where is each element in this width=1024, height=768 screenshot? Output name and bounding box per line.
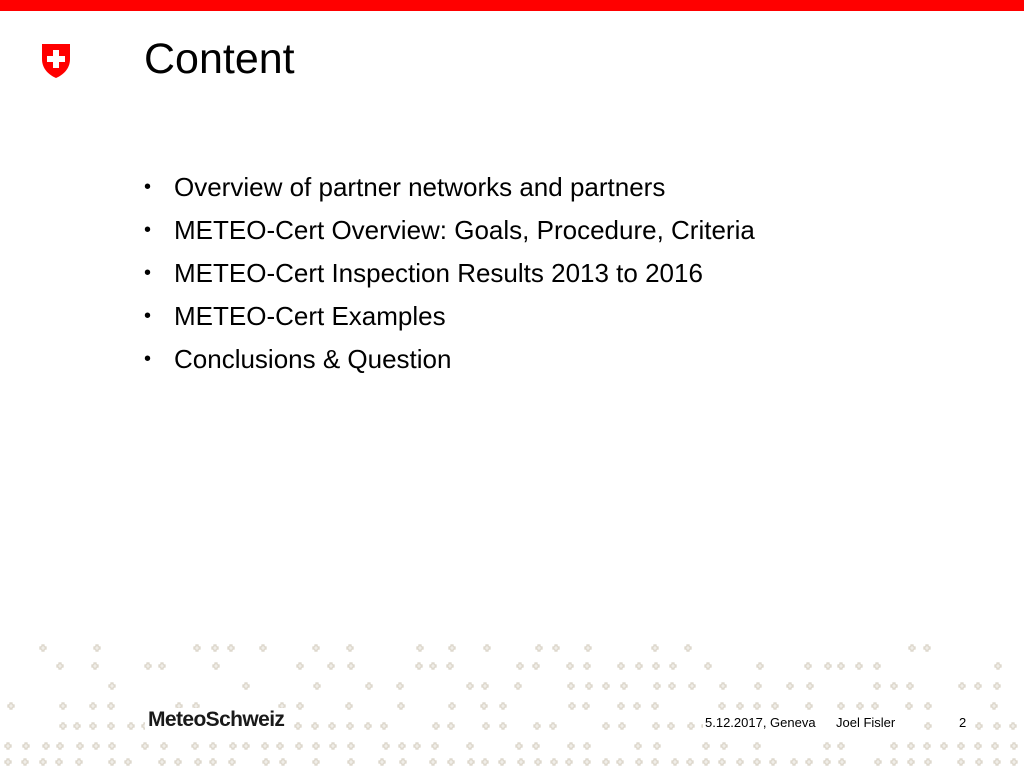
pattern-cross	[824, 743, 830, 749]
pattern-cross	[617, 759, 623, 765]
top-accent-bar	[0, 0, 1024, 11]
pattern-cross	[500, 703, 506, 709]
footer-date: 5.12.2017, Geneva	[705, 715, 816, 730]
pattern-cross	[586, 683, 592, 689]
pattern-cross	[448, 723, 454, 729]
pattern-cross	[874, 683, 880, 689]
pattern-cross	[791, 759, 797, 765]
pattern-cross	[672, 759, 678, 765]
pattern-cross	[737, 759, 743, 765]
pattern-cross	[909, 645, 915, 651]
pattern-cross	[618, 663, 624, 669]
pattern-cross	[958, 759, 964, 765]
pattern-cross	[90, 723, 96, 729]
bullet-list	[144, 166, 755, 381]
pattern-cross	[891, 759, 897, 765]
bullet-icon: •	[144, 305, 152, 327]
pattern-cross	[721, 743, 727, 749]
pattern-cross	[737, 703, 743, 709]
pattern-cross	[551, 759, 557, 765]
pattern-cross	[518, 759, 524, 765]
pattern-cross	[348, 743, 354, 749]
pattern-cross	[994, 723, 1000, 729]
cross-pattern-decoration	[0, 630, 1024, 768]
pattern-cross	[585, 645, 591, 651]
pattern-cross	[399, 743, 405, 749]
pattern-cross	[430, 759, 436, 765]
pattern-cross	[770, 759, 776, 765]
bullet-item	[144, 295, 755, 338]
pattern-cross	[1011, 743, 1017, 749]
pattern-cross	[109, 743, 115, 749]
pattern-cross	[77, 743, 83, 749]
pattern-cross	[874, 663, 880, 669]
pattern-cross	[297, 703, 303, 709]
pattern-cross	[379, 759, 385, 765]
bullet-text: METEO-Cert Examples	[174, 301, 446, 331]
pattern-cross	[159, 759, 165, 765]
pattern-cross	[975, 743, 981, 749]
pattern-cross	[313, 759, 319, 765]
pattern-cross	[925, 759, 931, 765]
pattern-cross	[925, 723, 931, 729]
pattern-cross	[365, 723, 371, 729]
pattern-cross	[142, 743, 148, 749]
pattern-cross	[991, 703, 997, 709]
pattern-cross	[313, 645, 319, 651]
pattern-cross	[296, 743, 302, 749]
pattern-cross	[243, 743, 249, 749]
pattern-cross	[314, 683, 320, 689]
pattern-cross	[705, 663, 711, 669]
pattern-cross	[416, 663, 422, 669]
pattern-cross	[8, 703, 14, 709]
pattern-cross	[348, 663, 354, 669]
pattern-cross	[330, 743, 336, 749]
pattern-cross	[484, 645, 490, 651]
slide-title: Content	[144, 35, 295, 83]
pattern-cross	[685, 645, 691, 651]
pattern-cross	[57, 663, 63, 669]
pattern-cross	[108, 703, 114, 709]
pattern-cross	[500, 723, 506, 729]
pattern-cross	[668, 723, 674, 729]
pattern-cross	[619, 723, 625, 729]
pattern-cross	[703, 759, 709, 765]
pattern-cross	[417, 645, 423, 651]
pattern-cross	[653, 663, 659, 669]
pattern-cross	[636, 663, 642, 669]
pattern-cross	[976, 759, 982, 765]
pattern-cross	[230, 743, 236, 749]
pattern-cross	[398, 703, 404, 709]
pattern-cross	[975, 683, 981, 689]
pattern-cross	[5, 743, 11, 749]
pattern-cross	[621, 683, 627, 689]
pattern-cross	[260, 645, 266, 651]
pattern-cross	[213, 663, 219, 669]
pattern-cross	[992, 743, 998, 749]
bullet-text: Overview of partner networks and partners	[174, 172, 666, 202]
pattern-cross	[194, 645, 200, 651]
page-number: 2	[959, 715, 967, 730]
pattern-cross	[754, 759, 760, 765]
pattern-cross	[468, 759, 474, 765]
pattern-cross	[90, 703, 96, 709]
pattern-cross	[566, 759, 572, 765]
pattern-cross	[312, 723, 318, 729]
pattern-cross	[553, 645, 559, 651]
pattern-cross	[93, 743, 99, 749]
pattern-cross	[720, 683, 726, 689]
pattern-cross	[108, 723, 114, 729]
pattern-cross	[907, 683, 913, 689]
pattern-cross	[825, 663, 831, 669]
pattern-cross	[76, 759, 82, 765]
pattern-cross	[280, 759, 286, 765]
pattern-cross	[263, 759, 269, 765]
pattern-cross	[517, 663, 523, 669]
pattern-cross	[516, 743, 522, 749]
pattern-cross	[328, 663, 334, 669]
pattern-cross	[447, 663, 453, 669]
pattern-cross	[262, 743, 268, 749]
pattern-cross	[5, 759, 11, 765]
pattern-cross	[348, 759, 354, 765]
pattern-cross	[481, 703, 487, 709]
pattern-cross	[754, 703, 760, 709]
pattern-cross	[669, 683, 675, 689]
pattern-cross	[689, 683, 695, 689]
swiss-cross-shield-icon	[40, 42, 72, 80]
pattern-cross	[347, 723, 353, 729]
pattern-cross	[635, 743, 641, 749]
pattern-cross	[482, 759, 488, 765]
pattern-cross	[924, 645, 930, 651]
pattern-cross	[807, 683, 813, 689]
pattern-cross	[482, 683, 488, 689]
pattern-cross	[959, 683, 965, 689]
pattern-cross	[872, 703, 878, 709]
pattern-cross	[40, 645, 46, 651]
bullet-icon: •	[144, 262, 152, 284]
pattern-cross	[125, 759, 131, 765]
pattern-cross	[195, 759, 201, 765]
pattern-cross	[719, 703, 725, 709]
pattern-cross	[806, 759, 812, 765]
pattern-cross	[297, 663, 303, 669]
pattern-cross	[857, 703, 863, 709]
pattern-cross	[603, 759, 609, 765]
pattern-cross	[295, 723, 301, 729]
pattern-cross	[994, 759, 1000, 765]
pattern-cross	[925, 703, 931, 709]
bullet-item	[144, 252, 755, 295]
pattern-cross	[688, 723, 694, 729]
pattern-cross	[94, 645, 100, 651]
pattern-cross	[856, 663, 862, 669]
pattern-cross	[60, 723, 66, 729]
bullet-item	[144, 338, 755, 381]
pattern-cross	[313, 743, 319, 749]
pattern-cross	[1010, 723, 1016, 729]
pattern-cross	[976, 723, 982, 729]
pattern-cross	[995, 663, 1001, 669]
pattern-cross	[805, 663, 811, 669]
pattern-cross	[636, 759, 642, 765]
pattern-cross	[806, 703, 812, 709]
pattern-cross	[754, 743, 760, 749]
pattern-cross	[654, 743, 660, 749]
pattern-cross	[875, 759, 881, 765]
pattern-cross	[603, 683, 609, 689]
pattern-cross	[56, 759, 62, 765]
pattern-cross	[908, 743, 914, 749]
bullet-text: METEO-Cert Overview: Goals, Procedure, Criteria	[174, 215, 755, 245]
brand-logo-text: MeteoSchweiz	[145, 708, 287, 732]
pattern-cross	[212, 645, 218, 651]
pattern-cross	[432, 743, 438, 749]
pattern-cross	[838, 663, 844, 669]
pattern-cross	[40, 759, 46, 765]
pattern-cross	[838, 703, 844, 709]
pattern-cross	[568, 683, 574, 689]
pattern-cross	[584, 759, 590, 765]
pattern-cross	[535, 759, 541, 765]
bullet-item	[144, 166, 755, 209]
pattern-cross	[583, 703, 589, 709]
pattern-cross	[277, 743, 283, 749]
pattern-cross	[57, 743, 63, 749]
pattern-cross	[161, 743, 167, 749]
pattern-cross	[366, 683, 372, 689]
pattern-cross	[569, 703, 575, 709]
pattern-cross	[906, 703, 912, 709]
pattern-cross	[550, 723, 556, 729]
pattern-cross	[228, 645, 234, 651]
pattern-cross	[329, 723, 335, 729]
pattern-cross	[584, 743, 590, 749]
pattern-cross	[536, 645, 542, 651]
pattern-cross	[433, 723, 439, 729]
pattern-cross	[603, 723, 609, 729]
pattern-cross	[652, 759, 658, 765]
pattern-cross	[584, 663, 590, 669]
pattern-cross	[652, 703, 658, 709]
pattern-cross	[229, 759, 235, 765]
pattern-cross	[719, 759, 725, 765]
pattern-cross	[347, 645, 353, 651]
bullet-icon: •	[144, 176, 152, 198]
pattern-cross	[467, 683, 473, 689]
pattern-cross	[653, 723, 659, 729]
pattern-cross	[654, 683, 660, 689]
pattern-cross	[908, 759, 914, 765]
footer-author: Joel Fisler	[836, 715, 896, 730]
pattern-cross	[210, 759, 216, 765]
pattern-cross	[145, 663, 151, 669]
pattern-cross	[618, 703, 624, 709]
pattern-cross	[60, 703, 66, 709]
pattern-cross	[23, 743, 29, 749]
pattern-cross	[192, 743, 198, 749]
pattern-cross	[533, 743, 539, 749]
bullet-text: METEO-Cert Inspection Results 2013 to 2016	[174, 258, 703, 288]
pattern-cross	[243, 683, 249, 689]
pattern-cross	[772, 703, 778, 709]
pattern-cross	[824, 759, 830, 765]
pattern-cross	[74, 723, 80, 729]
pattern-cross	[92, 663, 98, 669]
pattern-cross	[757, 663, 763, 669]
pattern-cross	[346, 703, 352, 709]
pattern-cross	[109, 759, 115, 765]
pattern-cross	[838, 743, 844, 749]
pattern-cross	[567, 663, 573, 669]
pattern-cross	[448, 759, 454, 765]
bullet-text: Conclusions & Question	[174, 344, 452, 374]
pattern-cross	[839, 759, 845, 765]
pattern-cross	[634, 703, 640, 709]
pattern-cross	[534, 723, 540, 729]
pattern-cross	[400, 759, 406, 765]
bullet-icon: •	[144, 348, 152, 370]
pattern-cross	[670, 663, 676, 669]
pattern-cross	[994, 683, 1000, 689]
pattern-cross	[414, 743, 420, 749]
pattern-cross	[381, 723, 387, 729]
pattern-cross	[1011, 759, 1017, 765]
pattern-cross	[383, 743, 389, 749]
pattern-cross	[483, 723, 489, 729]
pattern-cross	[499, 759, 505, 765]
pattern-cross	[891, 743, 897, 749]
pattern-cross	[703, 743, 709, 749]
pattern-cross	[891, 683, 897, 689]
pattern-cross	[652, 645, 658, 651]
pattern-cross	[430, 663, 436, 669]
pattern-cross	[22, 759, 28, 765]
pattern-cross	[210, 743, 216, 749]
pattern-cross	[467, 743, 473, 749]
pattern-cross	[128, 723, 134, 729]
pattern-cross	[109, 683, 115, 689]
pattern-cross	[43, 743, 49, 749]
pattern-cross	[533, 663, 539, 669]
pattern-cross	[449, 645, 455, 651]
pattern-cross	[568, 743, 574, 749]
bullet-icon: •	[144, 219, 152, 241]
pattern-cross	[515, 683, 521, 689]
pattern-cross	[159, 663, 165, 669]
pattern-cross	[924, 743, 930, 749]
pattern-cross	[958, 743, 964, 749]
pattern-cross	[175, 759, 181, 765]
pattern-cross	[397, 683, 403, 689]
pattern-cross	[787, 683, 793, 689]
pattern-cross	[687, 759, 693, 765]
pattern-cross	[449, 703, 455, 709]
pattern-cross	[755, 683, 761, 689]
bullet-item	[144, 209, 755, 252]
pattern-cross	[941, 743, 947, 749]
